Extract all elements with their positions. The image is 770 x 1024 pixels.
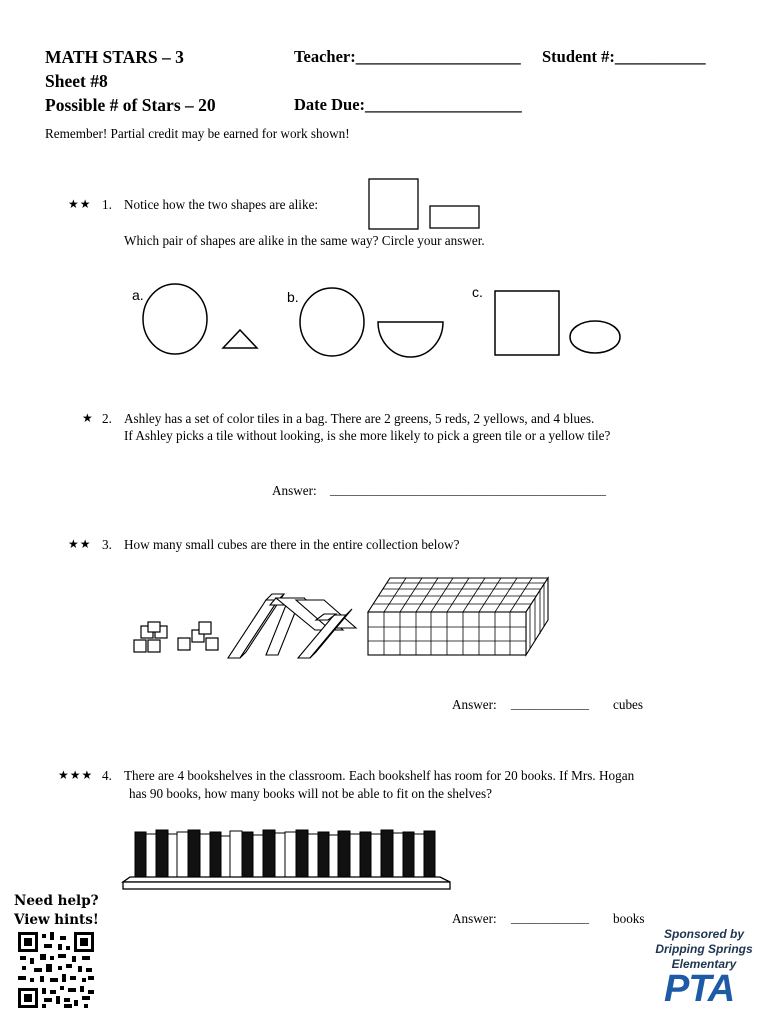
q3-answer-line[interactable]: _____________ xyxy=(511,697,589,711)
option-c-oval xyxy=(570,321,620,353)
teacher-field: Teacher:____________________ xyxy=(294,47,521,66)
hints-qr-code[interactable] xyxy=(18,932,94,1008)
q2-answer-line[interactable]: ______________________________________________ xyxy=(330,483,606,497)
student-number-field: Student #:___________ xyxy=(542,47,706,66)
q4-answer-line[interactable]: _____________ xyxy=(511,911,589,925)
pta-logo: PTA xyxy=(664,968,735,1010)
need-help-text: Need help? xyxy=(14,893,99,909)
q4-text-line2: has 90 books, how many books will not be able to fit on the shelves? xyxy=(129,786,492,801)
books xyxy=(135,830,435,877)
q2-stars: ★ xyxy=(82,411,94,425)
view-hints-text: View hints! xyxy=(14,912,99,928)
q1-option-c-shapes[interactable] xyxy=(494,290,624,358)
sponsor-line-2: Dripping Springs xyxy=(655,942,753,956)
q1-example-shapes xyxy=(368,178,483,231)
shelf-board xyxy=(123,877,450,889)
q2-text-line2: If Ashley picks a tile without looking, is she more likely to pick a green tile or a yellow tile? xyxy=(124,428,611,443)
sheet-title: MATH STARS – 3 xyxy=(45,47,184,67)
q1-prompt: Which pair of shapes are alike in the same way? Circle your answer. xyxy=(124,233,485,248)
q3-answer-unit: cubes xyxy=(613,697,644,712)
q4-number: 4. xyxy=(102,768,112,783)
q1-option-b-label: b. xyxy=(287,289,299,305)
q4-answer-unit: books xyxy=(613,911,645,926)
single-cubes-group-1 xyxy=(134,622,167,652)
single-cubes-group-2 xyxy=(178,622,218,650)
example-large-rectangle xyxy=(369,179,418,229)
q1-number: 1. xyxy=(102,197,112,212)
option-b-large-circle xyxy=(300,288,364,356)
q2-number: 2. xyxy=(102,411,112,426)
hundred-block xyxy=(368,578,548,655)
sponsor-line-3: Elementary xyxy=(671,957,737,971)
sponsor-text xyxy=(652,927,756,972)
q3-answer-label: Answer: xyxy=(452,697,497,712)
q1-option-a-label: a. xyxy=(132,287,144,303)
option-b-half-circle xyxy=(378,322,443,357)
option-a-large-circle xyxy=(143,284,207,354)
q3-number: 3. xyxy=(102,537,112,552)
q4-stars: ★★★ xyxy=(58,768,94,782)
sheet-number: Sheet #8 xyxy=(45,71,108,91)
q1-option-c-label: c. xyxy=(472,284,483,300)
option-a-small-triangle xyxy=(223,330,257,348)
q2-text-line1: Ashley has a set of color tiles in a bag. There are 2 greens, 5 reds, 2 yellows, and 4 blues. xyxy=(124,411,595,426)
q3-stars: ★★ xyxy=(68,537,92,551)
ten-rods xyxy=(228,594,356,658)
q1-option-b-shapes[interactable] xyxy=(298,286,448,361)
q1-option-a-shapes[interactable] xyxy=(140,282,265,357)
q2-answer-label: Answer: xyxy=(272,483,317,498)
q3-text: How many small cubes are there in the entire collection below? xyxy=(124,537,460,552)
q1-stars: ★★ xyxy=(68,197,92,211)
q4-answer-label: Answer: xyxy=(452,911,497,926)
date-due-field: Date Due:___________________ xyxy=(294,95,522,114)
q1-text: Notice how the two shapes are alike: xyxy=(124,197,319,212)
possible-stars: Possible # of Stars – 20 xyxy=(45,95,216,115)
q4-text-line1: There are 4 bookshelves in the classroom. Each bookshelf has room for 20 books. If Mrs. Hogan xyxy=(124,768,635,783)
q4-bookshelf-illustration xyxy=(120,820,455,895)
q3-cube-collection xyxy=(128,570,553,665)
sponsor-line-1: Sponsored by xyxy=(663,927,744,941)
partial-credit-note: Remember! Partial credit may be earned for work shown! xyxy=(45,126,350,141)
example-small-rectangle xyxy=(430,206,479,228)
option-c-square xyxy=(495,291,559,355)
